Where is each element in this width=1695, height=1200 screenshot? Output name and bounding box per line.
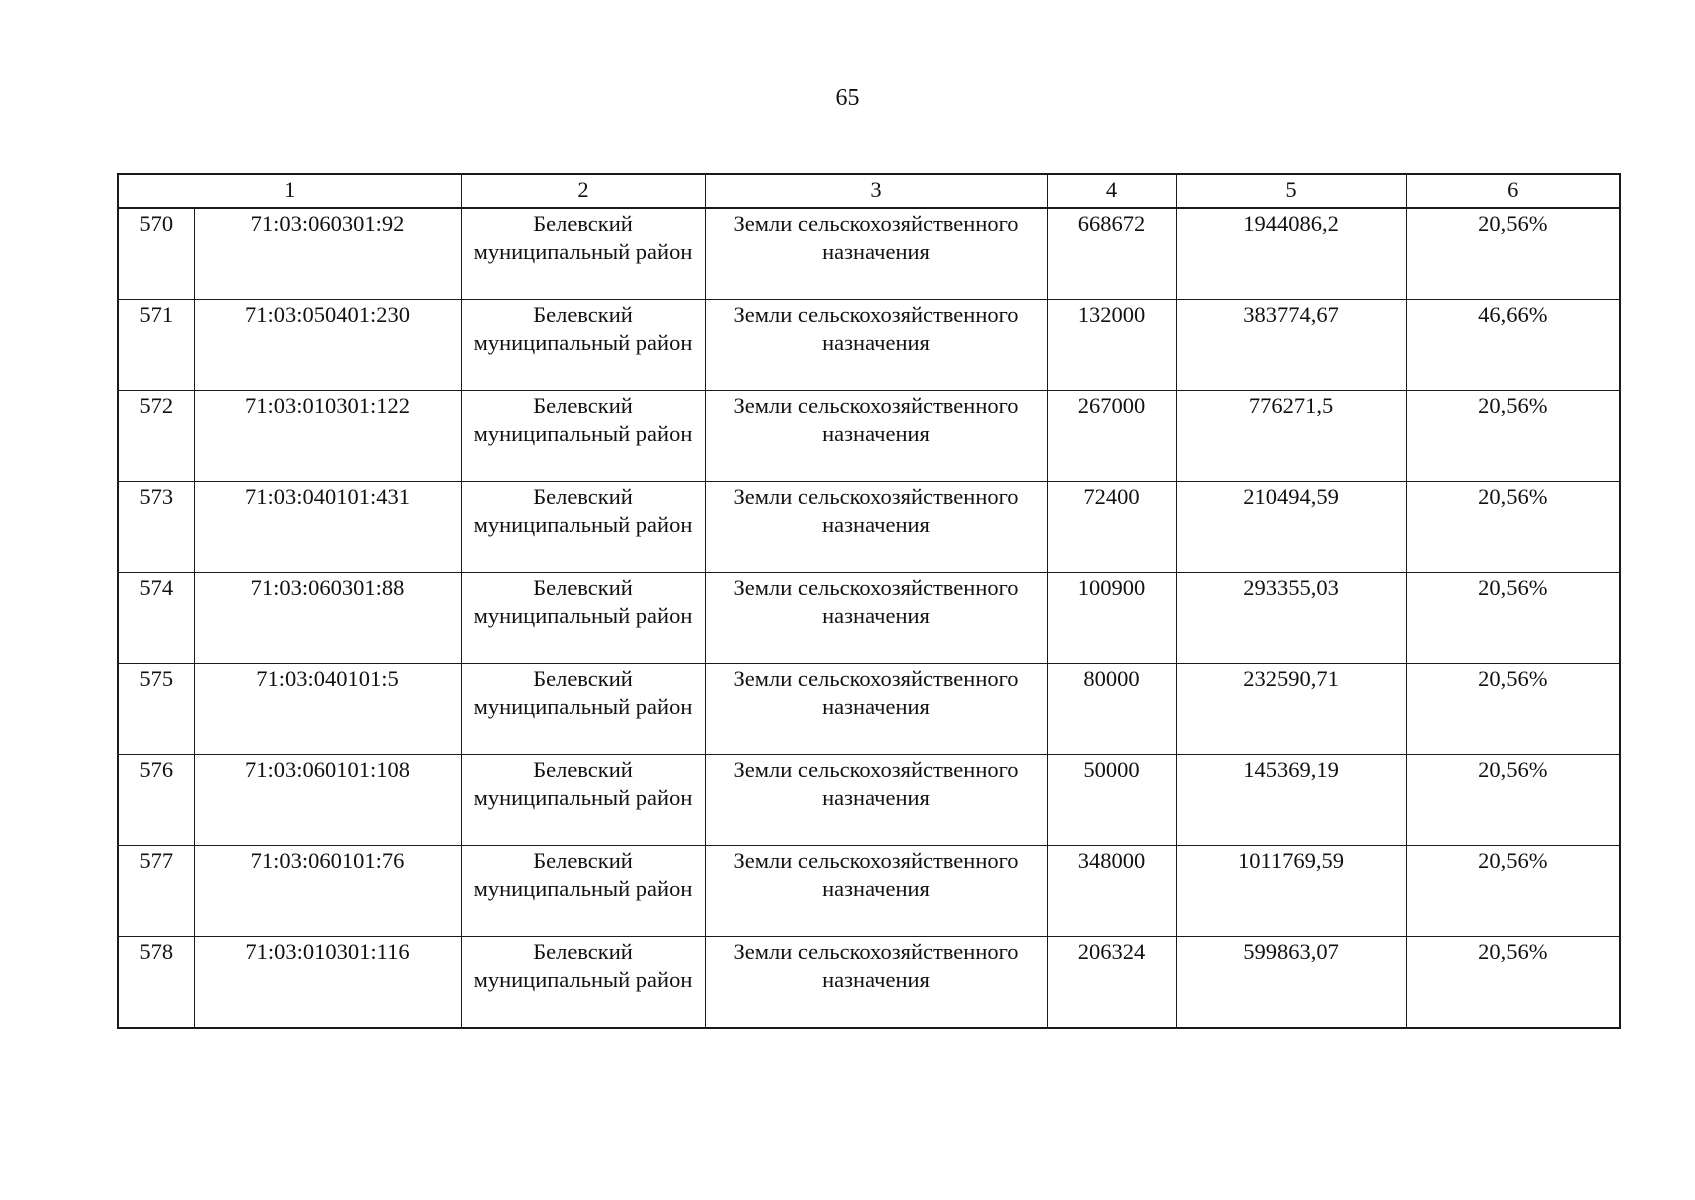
cadastral-value: 599863,07 — [1176, 937, 1406, 1029]
row-number: 576 — [118, 755, 194, 846]
cadastral-number: 71:03:040101:5 — [194, 664, 461, 755]
row-number: 571 — [118, 300, 194, 391]
cadastral-number: 71:03:060301:92 — [194, 208, 461, 300]
row-number: 575 — [118, 664, 194, 755]
area-value: 668672 — [1047, 208, 1176, 300]
district-name: Белевский муниципальный район — [461, 482, 705, 573]
land-category: Земли сельскохозяйственного назначения — [705, 300, 1047, 391]
area-value: 267000 — [1047, 391, 1176, 482]
header-cell-3: 3 — [705, 174, 1047, 208]
area-value: 50000 — [1047, 755, 1176, 846]
cadastral-number: 71:03:060101:76 — [194, 846, 461, 937]
district-name: Белевский муниципальный район — [461, 300, 705, 391]
header-row — [118, 174, 1620, 208]
percent-value: 20,56% — [1406, 755, 1620, 846]
cadastral-value: 210494,59 — [1176, 482, 1406, 573]
land-category: Земли сельскохозяйственного назначения — [705, 937, 1047, 1029]
row-number: 578 — [118, 937, 194, 1029]
percent-value: 20,56% — [1406, 937, 1620, 1029]
percent-value: 20,56% — [1406, 573, 1620, 664]
district-name: Белевский муниципальный район — [461, 664, 705, 755]
header-cell-4: 4 — [1047, 174, 1176, 208]
header-cell-5: 5 — [1176, 174, 1406, 208]
district-name: Белевский муниципальный район — [461, 573, 705, 664]
row-number: 573 — [118, 482, 194, 573]
cadastral-number: 71:03:010301:116 — [194, 937, 461, 1029]
percent-value: 20,56% — [1406, 482, 1620, 573]
area-value: 72400 — [1047, 482, 1176, 573]
area-value: 132000 — [1047, 300, 1176, 391]
table-row — [118, 573, 1620, 664]
table-row — [118, 937, 1620, 1029]
district-name: Белевский муниципальный район — [461, 391, 705, 482]
land-category: Земли сельскохозяйственного назначения — [705, 482, 1047, 573]
table-row — [118, 482, 1620, 573]
table-row — [118, 664, 1620, 755]
land-category: Земли сельскохозяйственного назначения — [705, 755, 1047, 846]
area-value: 206324 — [1047, 937, 1176, 1029]
cadastral-value: 1011769,59 — [1176, 846, 1406, 937]
percent-value: 46,66% — [1406, 300, 1620, 391]
table-row — [118, 391, 1620, 482]
header-cell-2: 2 — [461, 174, 705, 208]
district-name: Белевский муниципальный район — [461, 208, 705, 300]
cadastral-number: 71:03:050401:230 — [194, 300, 461, 391]
land-category: Земли сельскохозяйственного назначения — [705, 573, 1047, 664]
cadastral-number: 71:03:060101:108 — [194, 755, 461, 846]
row-number: 577 — [118, 846, 194, 937]
table-row — [118, 300, 1620, 391]
area-value: 80000 — [1047, 664, 1176, 755]
cadastral-number: 71:03:060301:88 — [194, 573, 461, 664]
land-category: Земли сельскохозяйственного назначения — [705, 391, 1047, 482]
header-cell-1: 1 — [118, 174, 461, 208]
district-name: Белевский муниципальный район — [461, 846, 705, 937]
table-row — [118, 846, 1620, 937]
row-number: 572 — [118, 391, 194, 482]
percent-value: 20,56% — [1406, 664, 1620, 755]
district-name: Белевский муниципальный район — [461, 937, 705, 1029]
district-name: Белевский муниципальный район — [461, 755, 705, 846]
percent-value: 20,56% — [1406, 391, 1620, 482]
cadastral-number: 71:03:010301:122 — [194, 391, 461, 482]
land-category: Земли сельскохозяйственного назначения — [705, 664, 1047, 755]
land-plots-table — [117, 173, 1621, 1029]
page-number: 65 — [835, 85, 860, 111]
percent-value: 20,56% — [1406, 846, 1620, 937]
table-row — [118, 755, 1620, 846]
cadastral-value: 293355,03 — [1176, 573, 1406, 664]
area-value: 100900 — [1047, 573, 1176, 664]
cadastral-value: 383774,67 — [1176, 300, 1406, 391]
cadastral-number: 71:03:040101:431 — [194, 482, 461, 573]
percent-value: 20,56% — [1406, 208, 1620, 300]
cadastral-value: 232590,71 — [1176, 664, 1406, 755]
land-category: Земли сельскохозяйственного назначения — [705, 846, 1047, 937]
cadastral-value: 776271,5 — [1176, 391, 1406, 482]
row-number: 574 — [118, 573, 194, 664]
header-cell-6: 6 — [1406, 174, 1620, 208]
land-category: Земли сельскохозяйственного назначения — [705, 208, 1047, 300]
table-row — [118, 208, 1620, 300]
cadastral-value: 1944086,2 — [1176, 208, 1406, 300]
cadastral-value: 145369,19 — [1176, 755, 1406, 846]
area-value: 348000 — [1047, 846, 1176, 937]
row-number: 570 — [118, 208, 194, 300]
